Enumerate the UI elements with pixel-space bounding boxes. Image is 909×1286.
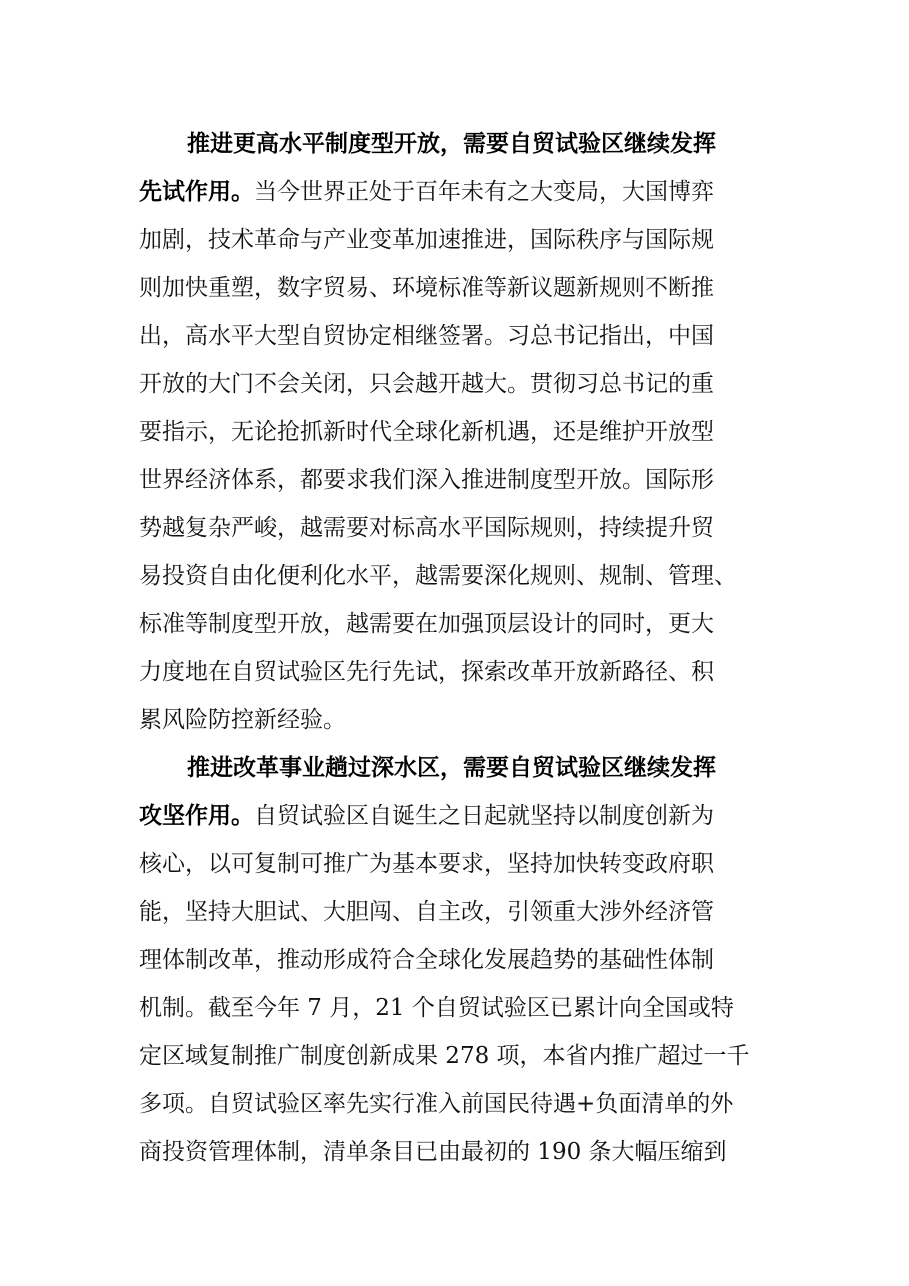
paragraph-1-heading-end: 先试作用。 xyxy=(139,179,254,205)
paragraph-1-line-9 xyxy=(139,513,779,543)
line-text: 世界经济体系，都要求我们深入推进制度型开放。国际形 xyxy=(139,467,714,493)
line-text: 开放的大门不会关闭，只会越开越大。贯彻习总书记的重 xyxy=(139,371,714,397)
line-text: 要指示，无论抢抓新时代全球化新机遇，还是维护开放型 xyxy=(139,419,714,445)
paragraph-1-line-5 xyxy=(139,321,779,351)
paragraph-2-line-7 xyxy=(139,1041,779,1071)
paragraph-2-line-5 xyxy=(139,945,779,975)
paragraph-1-line-3 xyxy=(139,225,779,255)
paragraph-2-line-9 xyxy=(139,1137,779,1167)
paragraph-2-line-2 xyxy=(139,801,779,831)
line-text: 商投资管理体制，清单条目已由最初的 190 条大幅压缩到 xyxy=(139,1139,727,1165)
line-text: 机制。截至今年 7 月，21 个自贸试验区已累计向全国或特 xyxy=(139,995,734,1021)
paragraph-1-line-11 xyxy=(139,609,779,639)
line-text: 当今世界正处于百年未有之大变局，大国博弈 xyxy=(254,179,714,205)
paragraph-1-line-10 xyxy=(139,561,779,591)
paragraph-2-line-6 xyxy=(139,993,779,1023)
paragraph-1-line-4 xyxy=(139,273,779,303)
paragraph-1-line-1 xyxy=(187,129,779,159)
paragraph-2-line-8 xyxy=(139,1089,779,1119)
line-text: 易投资自由化便利化水平，越需要深化规则、规制、管理、 xyxy=(139,563,737,589)
line-text: 力度地在自贸试验区先行先试，探索改革开放新路径、积 xyxy=(139,659,714,685)
paragraph-1-line-12 xyxy=(139,657,779,687)
paragraph-1-heading: 推进更高水平制度型开放，需要自贸试验区继续发挥 xyxy=(187,131,716,157)
paragraph-2-heading-end: 攻坚作用。 xyxy=(139,803,254,829)
line-text: 理体制改革，推动形成符合全球化发展趋势的基础性体制 xyxy=(139,947,714,973)
line-text: 定区域复制推广制度创新成果 278 项，本省内推广超过一千 xyxy=(139,1043,750,1069)
line-text: 出，高水平大型自贸协定相继签署。习总书记指出，中国 xyxy=(139,323,714,349)
line-text: 多项。自贸试验区率先实行准入前国民待遇+负面清单的外 xyxy=(139,1091,734,1117)
line-text: 累风险防控新经验。 xyxy=(139,707,346,733)
paragraph-2-line-3 xyxy=(139,849,779,879)
paragraph-1-line-8 xyxy=(139,465,779,495)
line-text: 核心，以可复制可推广为基本要求，坚持加快转变政府职 xyxy=(139,851,714,877)
paragraph-1-line-2 xyxy=(139,177,779,207)
line-text: 则加快重塑，数字贸易、环境标准等新议题新规则不断推 xyxy=(139,275,714,301)
line-text: 标准等制度型开放，越需要在加强顶层设计的同时，更大 xyxy=(139,611,714,637)
paragraph-1-line-7 xyxy=(139,417,779,447)
paragraph-2-heading: 推进改革事业趟过深水区，需要自贸试验区继续发挥 xyxy=(187,755,716,781)
line-text: 势越复杂严峻，越需要对标高水平国际规则，持续提升贸 xyxy=(139,515,714,541)
paragraph-1-line-13 xyxy=(139,705,779,735)
paragraph-2-line-4 xyxy=(139,897,779,927)
paragraph-1-line-6 xyxy=(139,369,779,399)
line-text: 能，坚持大胆试、大胆闯、自主改，引领重大涉外经济管 xyxy=(139,899,714,925)
line-text: 加剧，技术革命与产业变革加速推进，国际秩序与国际规 xyxy=(139,227,714,253)
paragraph-2-line-1 xyxy=(187,753,779,783)
line-text: 自贸试验区自诞生之日起就坚持以制度创新为 xyxy=(254,803,714,829)
